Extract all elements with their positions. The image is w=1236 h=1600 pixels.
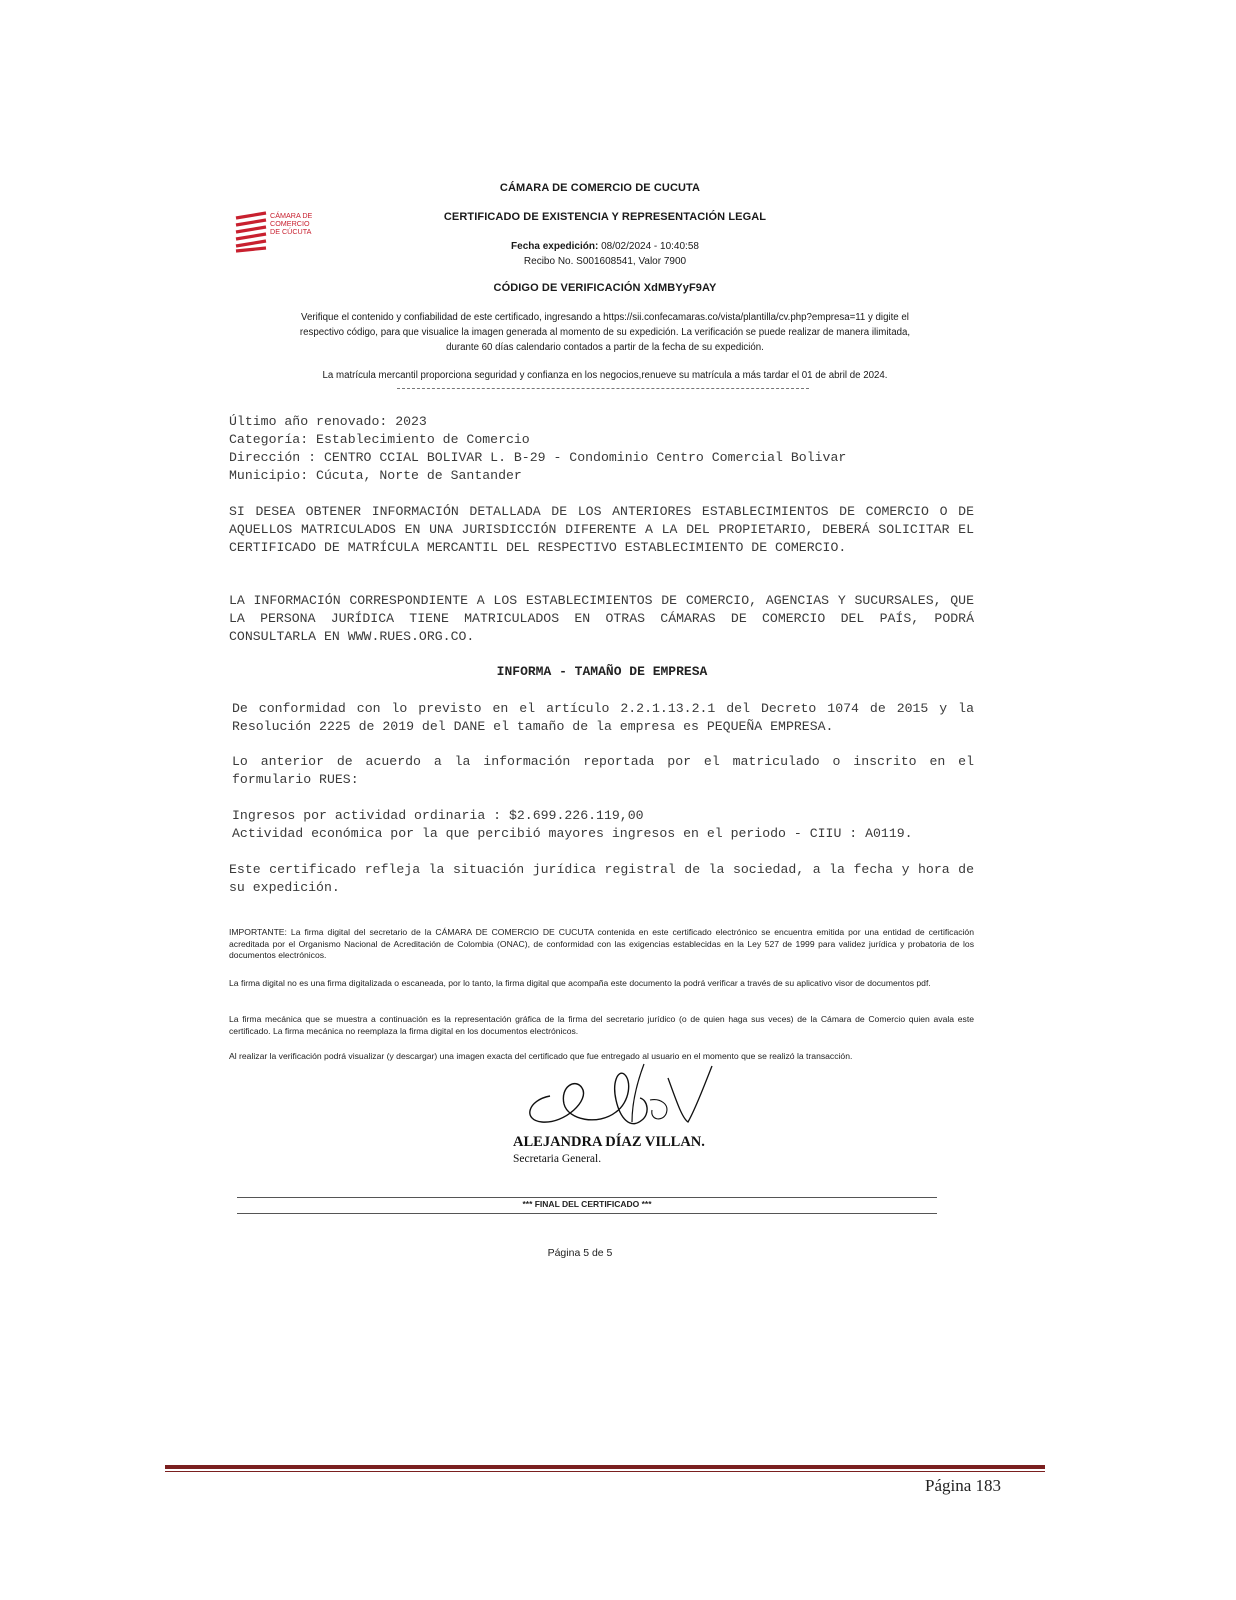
- address: Dirección : CENTRO CCIAL BOLIVAR L. B-29 - Condominio Centro Comercial Bolivar: [229, 450, 847, 465]
- logo-text-line3: DE CÚCUTA: [270, 227, 312, 237]
- footer-rule-thick: [165, 1465, 1045, 1469]
- final-rule-bottom: [237, 1213, 937, 1214]
- final-certificate-label: *** FINAL DEL CERTIFICADO ***: [522, 1199, 652, 1209]
- verification-text: [200, 310, 1010, 355]
- verification-line: durante 60 días calendario contados a partir de la fecha de su expedición.: [446, 342, 764, 353]
- logo-text-line1: CÁMARA DE: [270, 211, 313, 220]
- chamber-title: CÁMARA DE COMERCIO DE CUCUTA: [499, 182, 701, 194]
- size-paragraph: De conformidad con lo previsto en el artículo 2.2.1.13.2.1 del Decreto 1074 de 2015 y la Resolución 2225 de 2019 del DANE el tamaño de la empresa es PEQUEÑA EMPRESA.: [232, 701, 974, 734]
- logo-text-line2: COMERCIO: [270, 219, 310, 229]
- handwritten-signature: [520, 1060, 720, 1140]
- municipality: Municipio: Cúcuta, Norte de Santander: [229, 468, 522, 483]
- signer-role: Secretaria General.: [513, 1153, 602, 1165]
- verification-line: Verifique el contenido y confiabilidad de este certificado, ingresando a https://sii.confecamaras.co/vista/plantilla/cv.php?empresa=11 y digite el: [301, 312, 909, 323]
- establishments-info-paragraph: SI DESEA OBTENER INFORMACIÓN DETALLADA DE LOS ANTERIORES ESTABLECIMIENTOS DE COMERCIO O DE AQUELLOS MATRICULADOS EN UNA JURISDICCIÓN DIFERENTE A LA DEL PROPIETARIO, DEBERÁ SOLICITAR EL CERTIFICADO DE MATRÍCULA MERCANTIL DEL RESPECTIVO ESTABLECIMIENTO DE COMERCIO.: [229, 504, 974, 555]
- establishment-block: [229, 413, 846, 485]
- outer-page-number: Página 183: [925, 1476, 1002, 1495]
- inner-page-number: Página 5 de 5: [547, 1247, 613, 1259]
- issue-date: [0, 239, 1210, 254]
- category: Categoría: Establecimiento de Comercio: [229, 432, 530, 447]
- dashed-divider: [397, 388, 809, 389]
- verification-line: respectivo código, para que visualice la imagen generada al momento de su expedición. La verificación se puede realizar de manera ilimitada,: [299, 327, 911, 338]
- activity-line: Actividad económica por la que percibió mayores ingresos en el periodo - CIIU : A0119.: [232, 826, 913, 841]
- legal-note-verification: Al realizar la verificación podrá visualizar (y descargar) una imagen exacta del certificado que fue entregado al usuario en el momento que se realizó la transacción.: [229, 1051, 853, 1061]
- footer-rule-thin: [165, 1471, 1045, 1472]
- size-heading: INFORMA - TAMAÑO DE EMPRESA: [496, 664, 708, 679]
- legal-note-important: IMPORTANTE: La firma digital del secretario de la CÁMARA DE COMERCIO DE CUCUTA contenida en este certificado electrónico se encuentra emitida por una entidad de certificación acreditada por el Organismo Nacional de Acreditación de Colombia (ONAC), de conformidad con las exigencias establecidas en la Ley 527 de 1999 para validez jurídica y probatoria de los documentos electrónicos.: [229, 927, 974, 960]
- receipt-info: Recibo No. S001608541, Valor 7900: [523, 256, 687, 267]
- issue-date-value: 08/02/2024 - 10:40:58: [601, 241, 699, 252]
- closing-paragraph: Este certificado refleja la situación jurídica registral de la sociedad, a la fecha y hora de su expedición.: [229, 862, 974, 895]
- rues-paragraph: Lo anterior de acuerdo a la información reportada por el matriculado o inscrito en el formulario RUES:: [232, 754, 974, 787]
- signer-name: ALEJANDRA DÍAZ VILLAN.: [513, 1134, 705, 1150]
- certificate-title: CERTIFICADO DE EXISTENCIA Y REPRESENTACIÓN LEGAL: [443, 211, 767, 223]
- legal-note-mechanical-signature: La firma mecánica que se muestra a continuación es la representación gráfica de la firma del secretario jurídico (o de quien haga sus veces) de la Cámara de Comercio quien avala este certificado. La firma mecánica no reemplaza la firma digital en los documentos electrónicos.: [229, 1014, 974, 1036]
- issue-date-label: Fecha expedición:: [511, 241, 599, 252]
- final-rule-top: [237, 1197, 937, 1198]
- verification-code: CÓDIGO DE VERIFICACIÓN XdMBYyF9AY: [493, 282, 717, 294]
- income-line: Ingresos por actividad ordinaria : $2.699.226.119,00: [232, 808, 644, 823]
- renewal-notice: La matrícula mercantil proporciona seguridad y confianza en los negocios,renueve su matrícula a más tardar el 01 de abril de 2024.: [322, 370, 888, 381]
- rues-info-paragraph: LA INFORMACIÓN CORRESPONDIENTE A LOS ESTABLECIMIENTOS DE COMERCIO, AGENCIAS Y SUCURSALES, QUE LA PERSONA JURÍDICA TIENE MATRICULADOS EN OTRAS CÁMARAS DE COMERCIO DEL PAÍS, PODRÁ CONSULTARLA EN WWW.RUES.ORG.CO.: [229, 593, 974, 644]
- last-renewal: Último año renovado: 2023: [229, 414, 427, 429]
- legal-note-digital-signature: La firma digital no es una firma digitalizada o escaneada, por lo tanto, la firma digital que acompaña este documento la podrá verificar a través de su aplicativo visor de documentos pdf.: [229, 978, 931, 988]
